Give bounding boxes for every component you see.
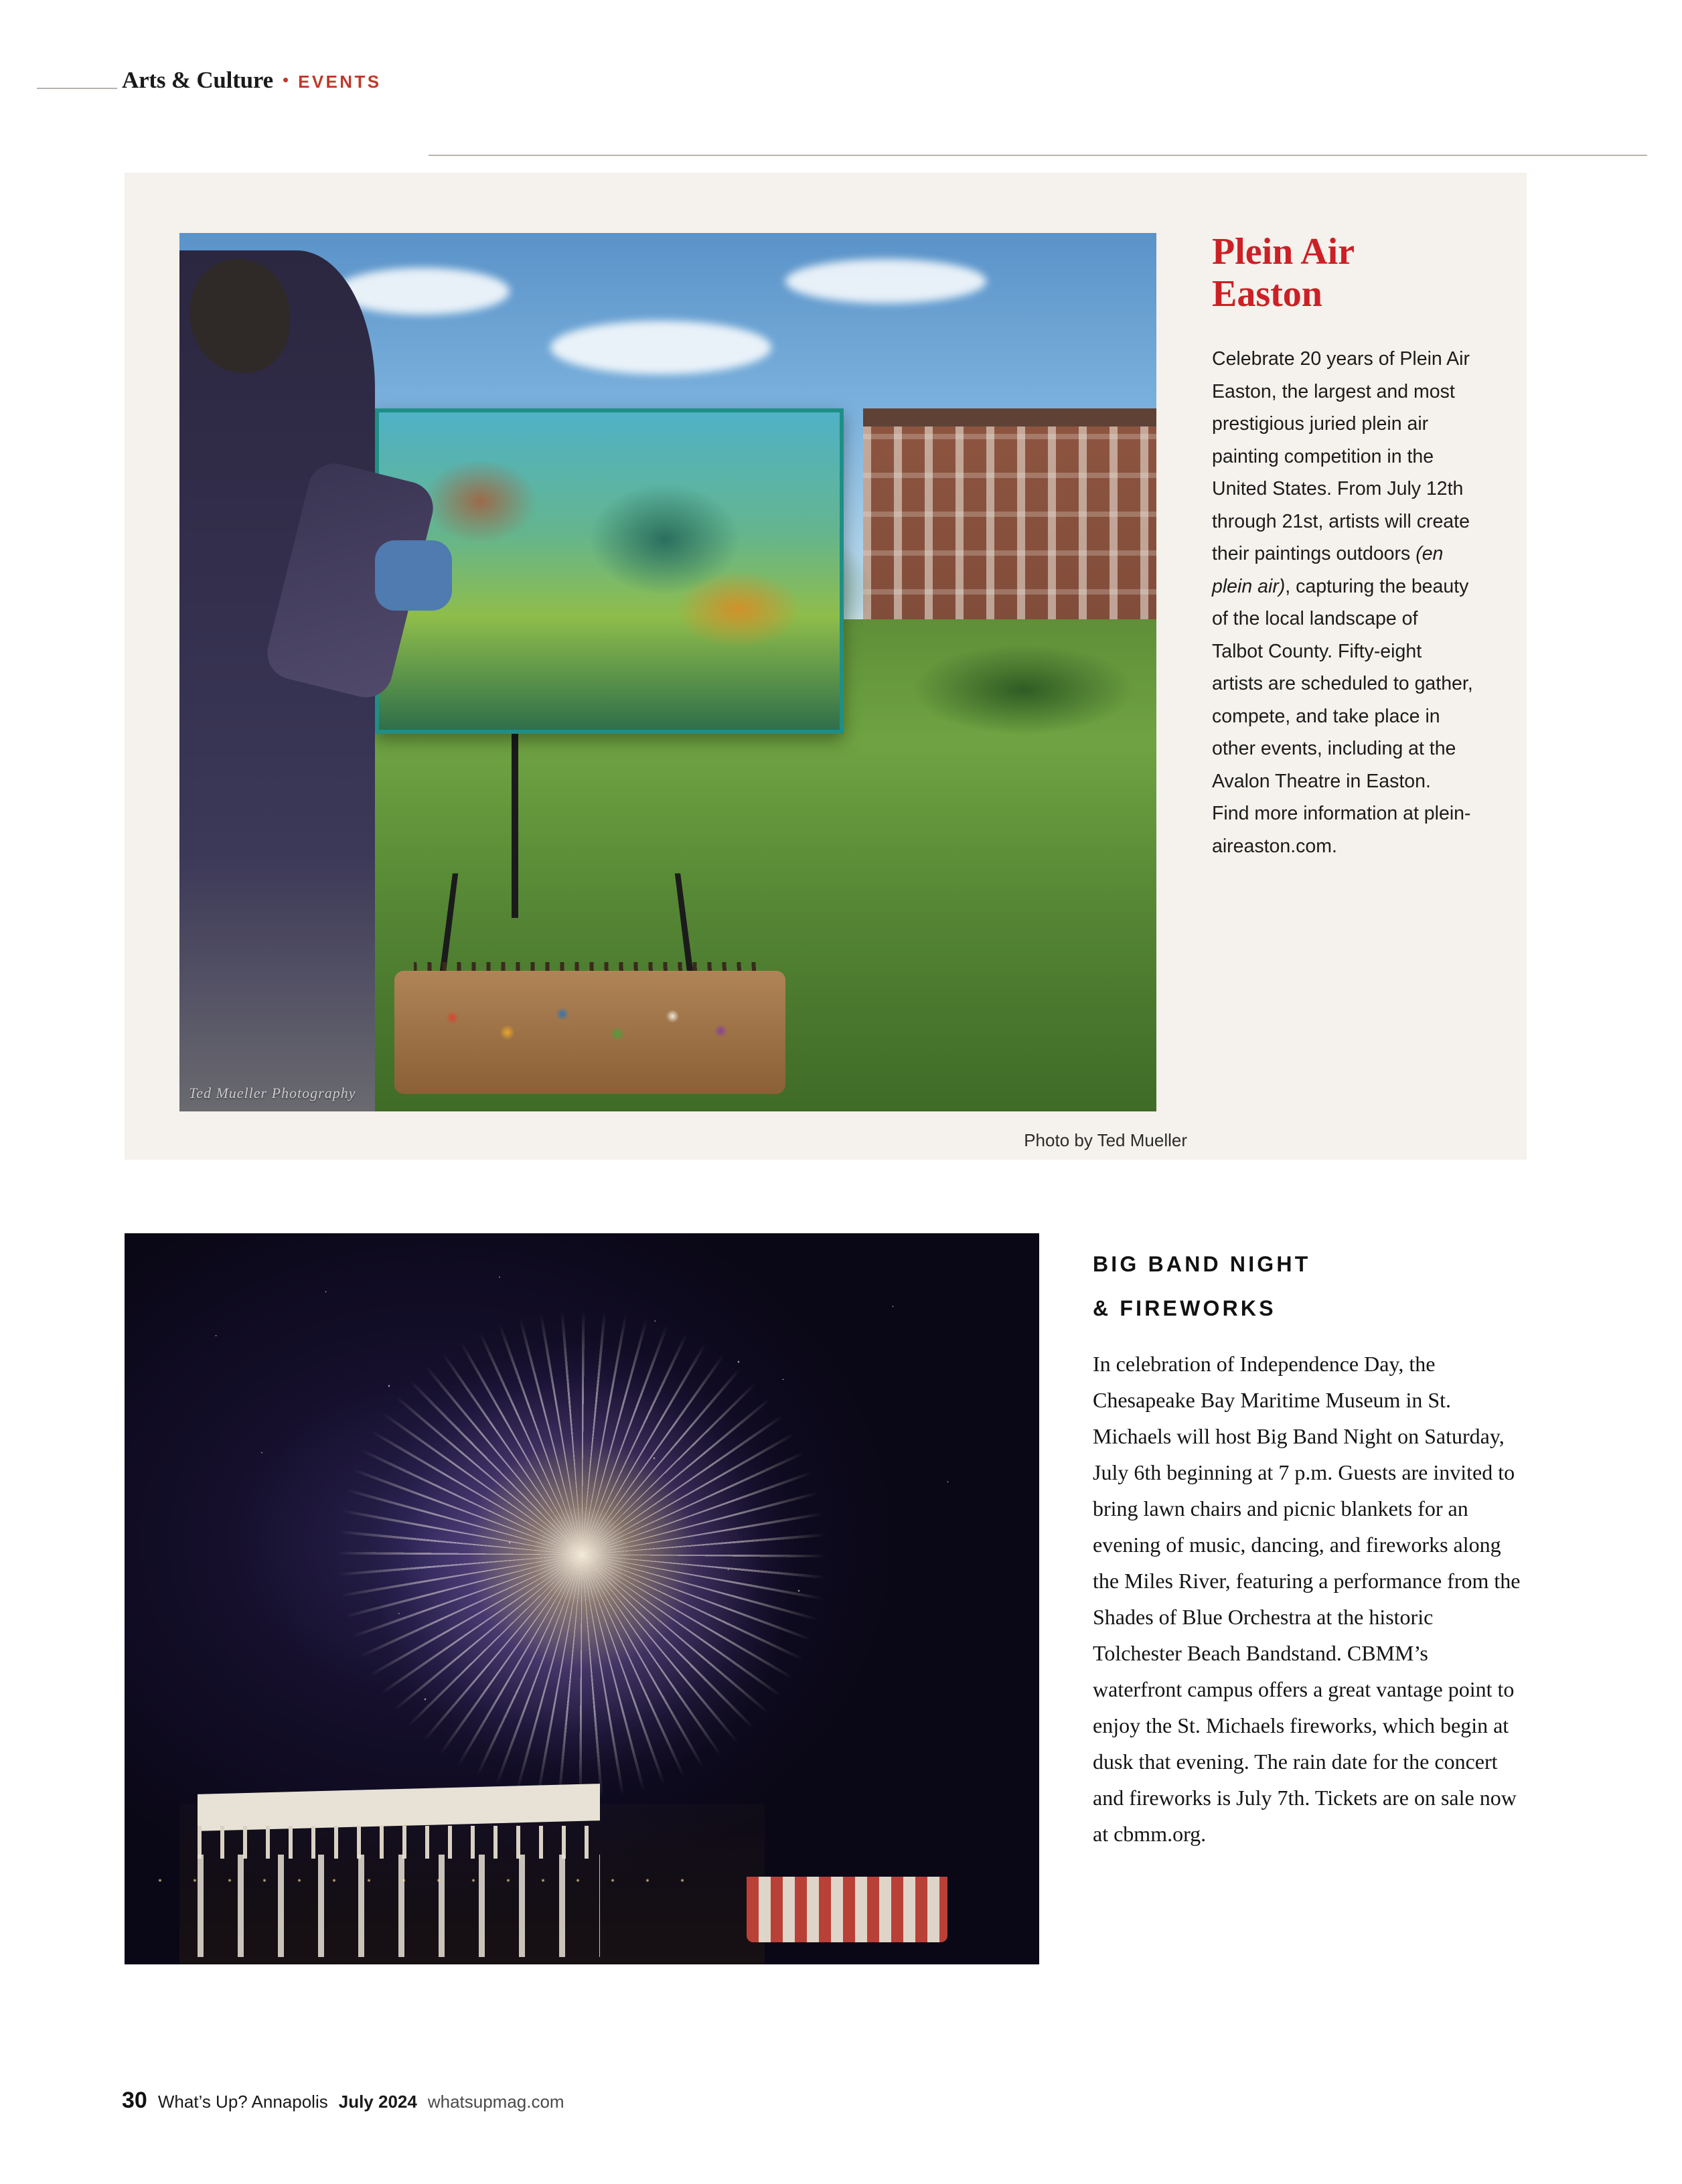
photo-hedge <box>824 619 1156 760</box>
photo-cloud <box>785 259 986 303</box>
photo-easel-post <box>512 725 518 919</box>
header-rule-right <box>429 155 1647 156</box>
plein-air-title-line2: Easton <box>1212 272 1322 315</box>
breadcrumb-section: Arts & Culture <box>122 67 273 93</box>
fireworks-striped-awning <box>747 1877 948 1942</box>
plein-air-title <box>1212 231 1507 315</box>
footer-magazine-name: What’s Up? Annapolis <box>157 2092 328 2112</box>
plein-air-photo <box>179 233 1156 1111</box>
plein-air-body-part2: , capturing the beauty of the local landscape of Talbot County. Fifty-eight artists are scheduled to gather, compete, and take place in other events, including at the Avalon Theatre in Easton. Find more information at plein-aireaston.com. <box>1212 575 1473 857</box>
big-band-night-heading-line1: BIG BAND NIGHT <box>1093 1252 1311 1276</box>
plein-air-title-line1: Plein Air <box>1212 231 1355 272</box>
fireworks-pavilion-trim <box>198 1826 600 1859</box>
fireworks-photo <box>125 1233 1039 1964</box>
photo-cloud <box>550 321 771 374</box>
footer-issue-date: July 2024 <box>338 2092 417 2112</box>
plein-air-body-part1: Celebrate 20 years of Plein Air Easton, the largest and most prestigious juried plein air painting competition in the United States. From July 12th through 21st, artists will create their paintings outdoors <box>1212 348 1470 564</box>
big-band-night-heading <box>1093 1242 1508 1330</box>
breadcrumb-separator-dot: • <box>282 70 289 90</box>
fireworks-string-lights <box>152 1869 701 1891</box>
footer-website: whatsupmag.com <box>427 2092 564 2112</box>
plein-air-photo-credit: Photo by Ted Mueller <box>1024 1130 1187 1150</box>
page-footer <box>122 2088 564 2114</box>
plein-air-body-italic: (en plein air) <box>1212 543 1444 597</box>
big-band-night-body-text: In celebration of Independence Day, the Chesapeake Bay Maritime Museum in St. Michaels will host Big Band Night on Saturday, July 6th beginning at 7 p.m. Guests are invited to bring lawn chairs and picnic blankets for an evening of music, dancing, and fireworks along the Miles River, featuring a performance from the Shades of Blue Orchestra at the historic Tolchester Beach Bandstand. CBMM’s waterfront campus offers a great vantage point to enjoy the St. Michaels fireworks, which begin at dusk that evening. The rain date for the concert and fireworks is July 7th. Tickets are on sale now at cbmm.org. <box>1093 1352 1521 1846</box>
plein-air-body-text <box>1212 343 1473 862</box>
header-rule-left <box>37 88 117 89</box>
footer-page-number: 30 <box>122 2088 147 2113</box>
breadcrumb <box>122 67 382 94</box>
photo-paint-palette <box>394 971 785 1094</box>
fireworks-sparkles <box>281 1253 883 1856</box>
photo-watermark: Ted Mueller Photography <box>189 1085 356 1101</box>
big-band-night-heading-line2: & FIREWORKS <box>1093 1296 1276 1320</box>
breadcrumb-category: EVENTS <box>298 72 382 92</box>
photo-artist-glove <box>375 540 452 611</box>
